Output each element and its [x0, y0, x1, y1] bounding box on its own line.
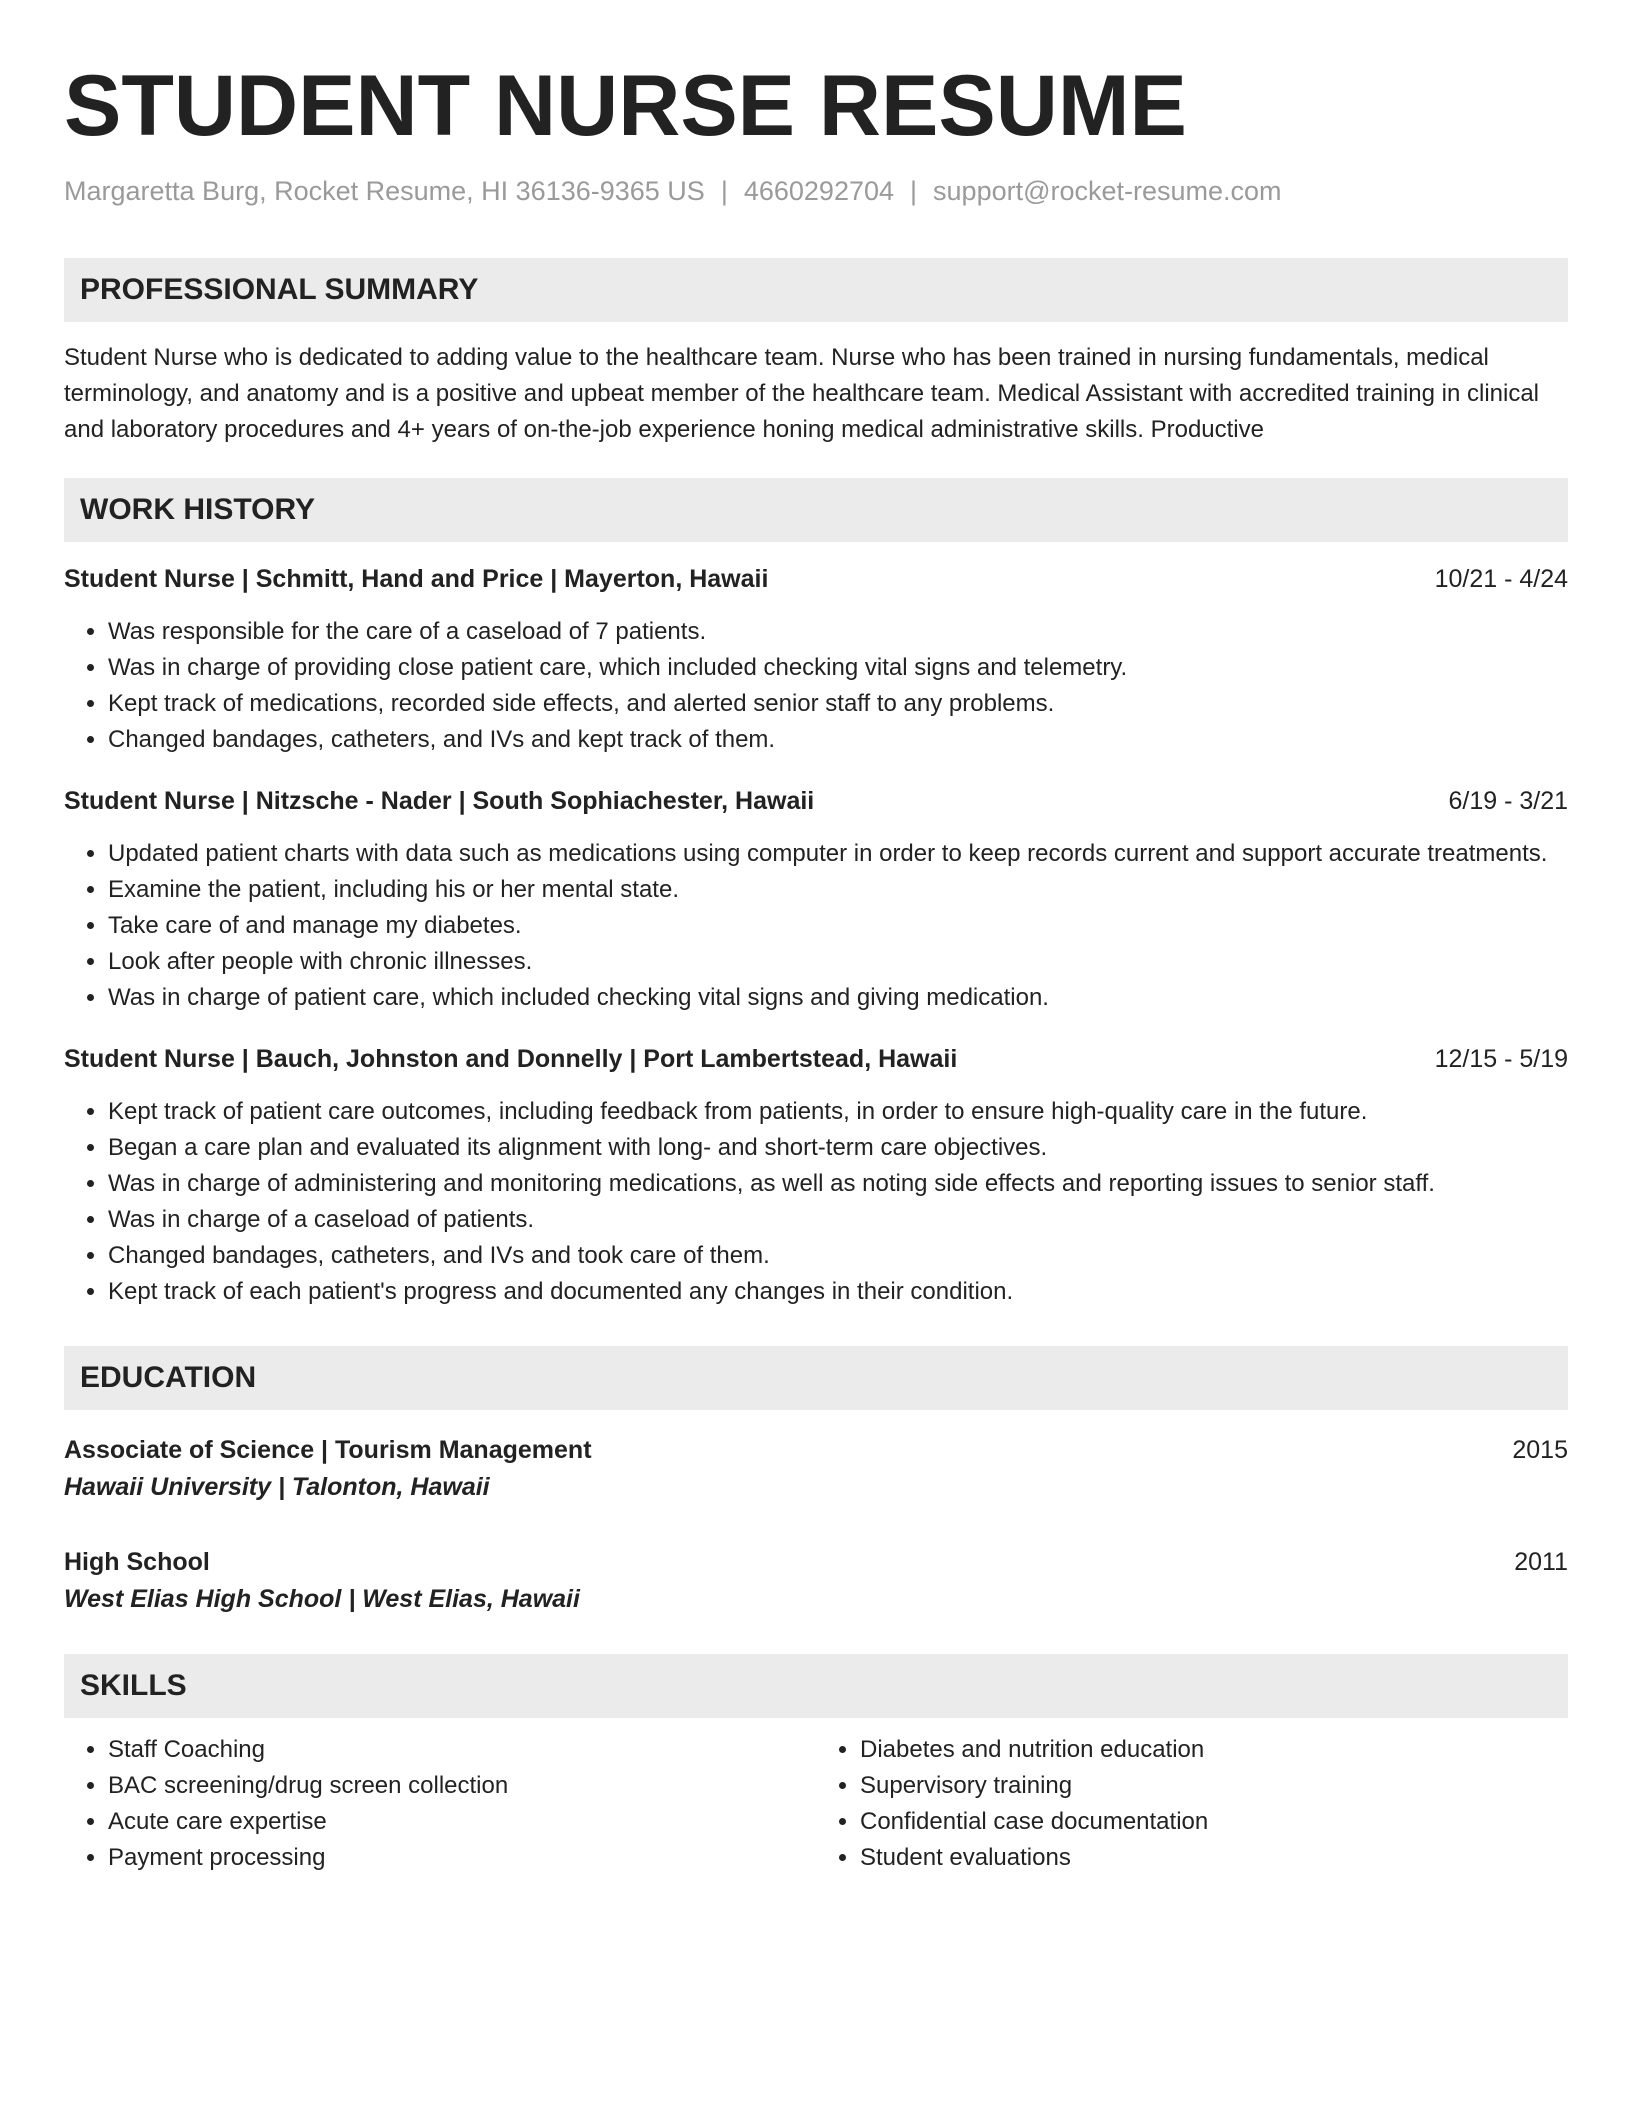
skill-item: • BAC screening/drug screen collection: [108, 1768, 816, 1804]
skill-item: • Payment processing: [108, 1840, 816, 1876]
skills-column-left: [64, 1732, 816, 1876]
job-bullet: • Began a care plan and evaluated its alignment with long- and short-term care objectives.: [108, 1130, 1568, 1166]
education-degree: High School: [64, 1548, 210, 1576]
job-header: [64, 562, 1568, 596]
job-title: Student Nurse | Nitzsche - Nader | South Sophiachester, Hawaii: [64, 787, 815, 815]
education-entry: [64, 1544, 1568, 1618]
resume-title: STUDENT NURSE RESUME: [64, 58, 1187, 154]
job-dates: 10/21 - 4/24: [1434, 565, 1568, 593]
job-bullet: • Was in charge of providing close patient care, which included checking vital signs and telemetry.: [108, 650, 1568, 686]
contact-separator: |: [720, 176, 728, 206]
skill-item: • Diabetes and nutrition education: [860, 1732, 1568, 1768]
education-school: Hawaii University | Talonton, Hawaii: [64, 1473, 490, 1501]
job-bullet: • Was in charge of patient care, which included checking vital signs and giving medication.: [108, 980, 1568, 1016]
skill-item: • Staff Coaching: [108, 1732, 816, 1768]
education-degree: Associate of Science | Tourism Management: [64, 1436, 592, 1464]
job-bullet: • Changed bandages, catheters, and IVs and kept track of them.: [108, 722, 1568, 758]
work-history-heading: WORK HISTORY: [64, 478, 1568, 542]
education-school: West Elias High School | West Elias, Hawaii: [64, 1585, 580, 1613]
skill-item: • Confidential case documentation: [860, 1804, 1568, 1840]
job-bullet: • Was responsible for the care of a caseload of 7 patients.: [108, 614, 1568, 650]
skills-column-right: [816, 1732, 1568, 1876]
contact-address: Margaretta Burg, Rocket Resume, HI 36136-9365 US: [64, 176, 705, 206]
job-header: [64, 784, 1568, 818]
job-dates: 12/15 - 5/19: [1434, 1045, 1568, 1073]
job-entry: [64, 562, 1568, 758]
job-bullet: • Take care of and manage my diabetes.: [108, 908, 1568, 944]
job-bullet: • Changed bandages, catheters, and IVs and took care of them.: [108, 1238, 1568, 1274]
job-title: Student Nurse | Bauch, Johnston and Donnelly | Port Lambertstead, Hawaii: [64, 1045, 958, 1073]
skills-grid: [64, 1732, 1568, 1876]
job-bullet: • Kept track of patient care outcomes, including feedback from patients, in order to ensure high-quality care in the future.: [108, 1094, 1568, 1130]
job-entry: [64, 784, 1568, 1016]
skills-heading: SKILLS: [64, 1654, 1568, 1718]
job-bullets: [64, 1094, 1568, 1310]
contact-email[interactable]: support@rocket-resume.com: [933, 176, 1282, 206]
skill-item: • Student evaluations: [860, 1840, 1568, 1876]
education-header: [64, 1432, 1568, 1468]
job-bullet: • Was in charge of a caseload of patients.: [108, 1202, 1568, 1238]
job-bullet: • Examine the patient, including his or her mental state.: [108, 872, 1568, 908]
job-bullet: • Was in charge of administering and monitoring medications, as well as noting side effects and reporting issues to senior staff.: [108, 1166, 1568, 1202]
education-heading: EDUCATION: [64, 1346, 1568, 1410]
summary-text: Student Nurse who is dedicated to adding value to the healthcare team. Nurse who has been trained in nursing fundamentals, medical terminology, and anatomy and is a positive and upbeat member of the healthcare team. Medical Assistant with accredited training in clinical and laboratory procedures and 4+ years of on-the-job experience honing medical administrative skills. Productive: [64, 344, 1540, 443]
job-header: [64, 1042, 1568, 1076]
job-dates: 6/19 - 3/21: [1448, 787, 1568, 815]
education-header: [64, 1544, 1568, 1580]
education-year: 2015: [1512, 1436, 1568, 1464]
job-bullets: [64, 836, 1568, 1016]
job-bullet: • Look after people with chronic illnesses.: [108, 944, 1568, 980]
skill-item: • Acute care expertise: [108, 1804, 816, 1840]
job-bullets: [64, 614, 1568, 758]
education-year: 2011: [1514, 1548, 1568, 1576]
job-bullet: • Kept track of each patient's progress and documented any changes in their condition.: [108, 1274, 1568, 1310]
contact-line: [64, 174, 1568, 208]
education-entry: [64, 1432, 1568, 1506]
job-entry: [64, 1042, 1568, 1310]
summary-heading: PROFESSIONAL SUMMARY: [64, 258, 1568, 322]
job-bullet: • Updated patient charts with data such as medications using computer in order to keep records current and support accurate treatments.: [108, 836, 1568, 872]
job-title: Student Nurse | Schmitt, Hand and Price | Mayerton, Hawaii: [64, 565, 769, 593]
contact-phone: 4660292704: [743, 176, 895, 206]
job-bullet: • Kept track of medications, recorded side effects, and alerted senior staff to any problems.: [108, 686, 1568, 722]
contact-separator: |: [910, 176, 918, 206]
skill-item: • Supervisory training: [860, 1768, 1568, 1804]
